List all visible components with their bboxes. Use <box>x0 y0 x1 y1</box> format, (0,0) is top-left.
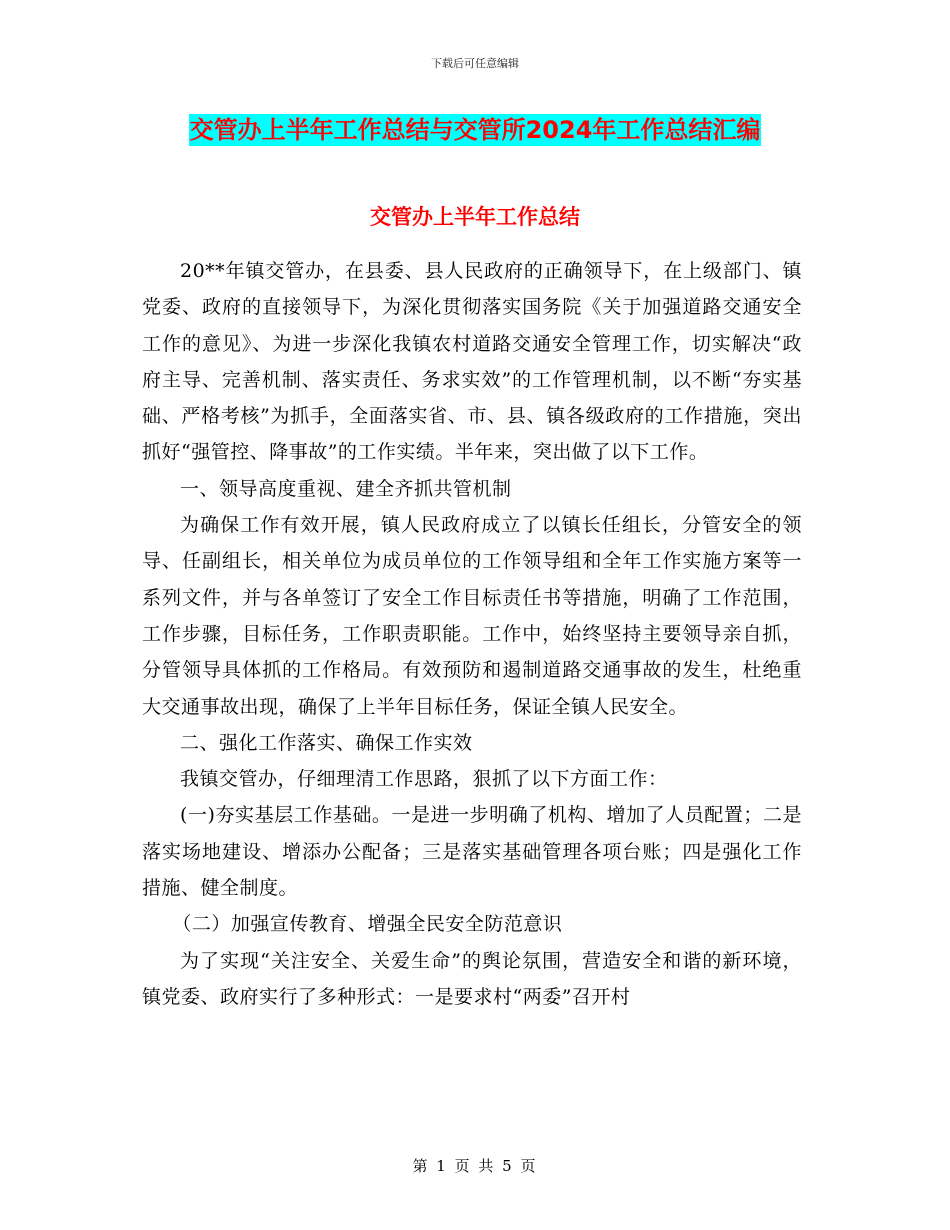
paragraph-intro: 20**年镇交管办，在县委、县人民政府的正确领导下，在上级部门、镇党委、政府的直接领导下，为深化贯彻落实国务院《关于加强道路交通安全工作的意见》、为进一步深化我镇农村道路交通安全管理工作，切实解决“政府主导、完善机制、落实责任、务求实效”的工作管理机制，以不断“夯实基础、严格考核”为抓手，全面落实省、市、县、镇各级政府的工作措施，突出抓好“强管控、降事故”的工作实绩。半年来，突出做了以下工作。 <box>142 260 802 464</box>
heading-two: 二、强化工作落实、确保工作实效 <box>180 731 473 754</box>
paragraph-education: 为了实现“关注安全、关爱生命”的舆论氛围，营造安全和谐的新环境，镇党委、政府实行了多种形式：一是要求村“两委”召开村 <box>142 949 802 1008</box>
heading-one: 一、领导高度重视、建全齐抓共管机制 <box>180 477 512 500</box>
paragraph-work-items: 我镇交管办，仔细理清工作思路，狠抓了以下方面工作： <box>180 768 668 791</box>
page-header: 下载后可任意编辑 <box>431 57 519 70</box>
document-body <box>142 253 802 1015</box>
section-title: 交管办上半年工作总结 <box>370 205 580 229</box>
paragraph-leadership: 为确保工作有效开展，镇人民政府成立了以镇长任组长，分管安全的领导、任副组长，相关单位为成员单位的工作领导组和全年工作实施方案等一系列文件，并与各单签订了安全工作目标责任书等措施，明确了工作范围，工作步骤，目标任务，工作职责职能。工作中，始终坚持主要领导亲自抓，分管领导具体抓的工作格局。有效预防和遏制道路交通事故的发生，杜绝重大交通事故出现，确保了上半年目标任务，保证全镇人民安全。 <box>142 514 802 718</box>
document-title: 交管办上半年工作总结与交管所2024年工作总结汇编 <box>189 116 761 144</box>
document-title-wrap <box>0 114 950 146</box>
page-footer: 第 1 页 共 5 页 <box>412 1157 538 1175</box>
subheading-education: （二）加强宣传教育、增强全民安全防范意识 <box>172 913 563 936</box>
paragraph-foundation: (一)夯实基层工作基础。一是进一步明确了机构、增加了人员配置；二是落实场地建设、增添办公配备；三是落实基础管理各项台账；四是强化工作措施、健全制度。 <box>142 804 802 900</box>
